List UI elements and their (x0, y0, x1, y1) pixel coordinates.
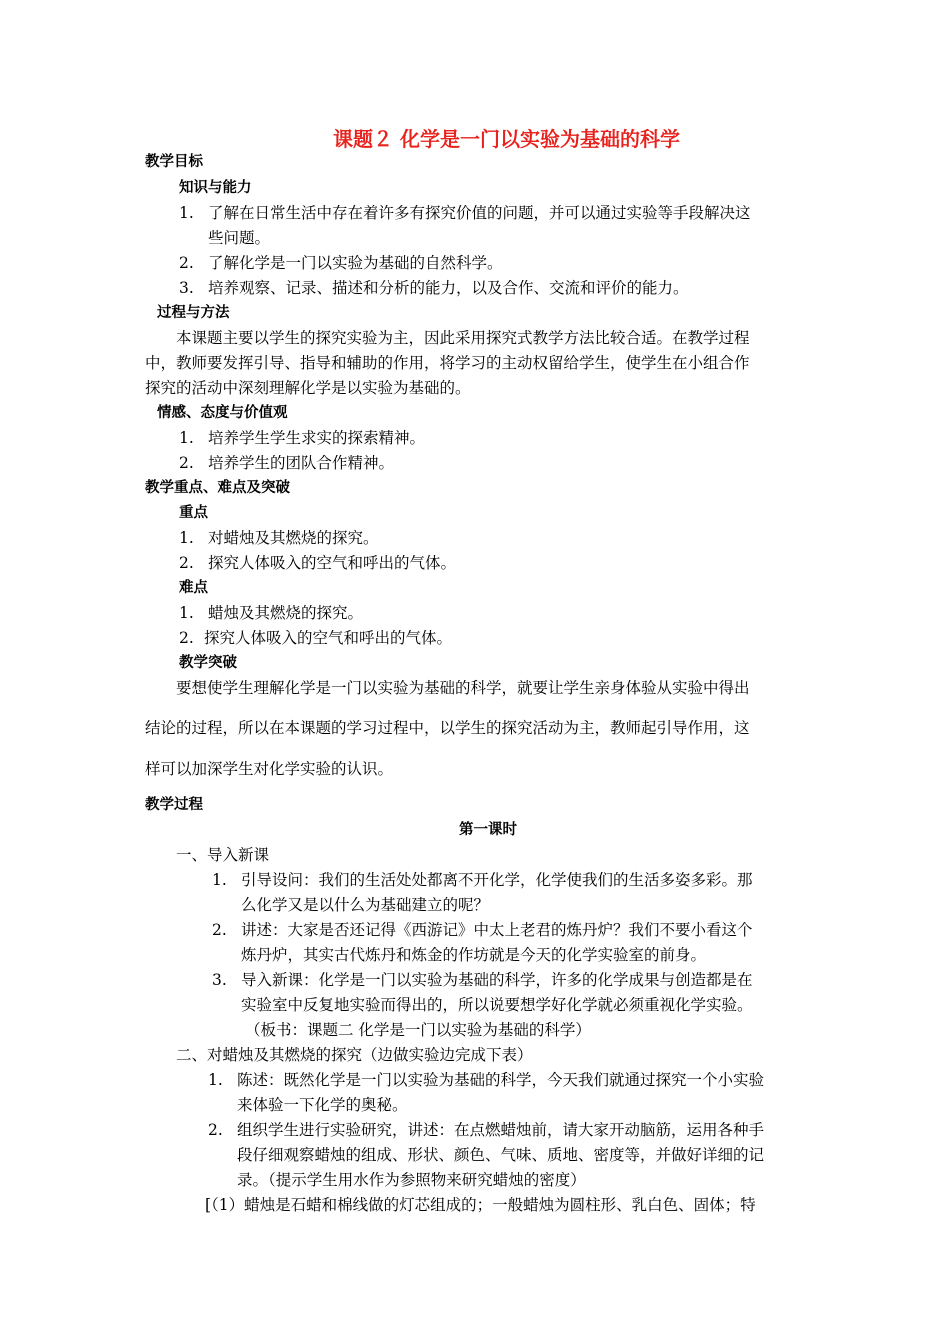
list-item-text: 培养观察、记录、描述和分析的能力，以及合作、交流和评价的能力。 (208, 279, 689, 297)
list-item-num: 1. (212, 871, 227, 889)
subheading-breakthrough: 教学突破 (179, 655, 237, 671)
part-heading: 一、导入新课 (176, 846, 270, 864)
list-item-num: 1. (179, 204, 194, 222)
list-item-text: 对蜡烛及其燃烧的探究。 (208, 529, 379, 547)
section-heading-goals: 教学目标 (145, 154, 203, 170)
list-item-text: 实验室中反复地实验而得出的，所以说要想学好化学就必须重视化学实验。 (241, 996, 753, 1014)
list-item-text: 导入新课：化学是一门以实验为基础的科学，许多的化学成果与创造都是在 (241, 971, 753, 989)
part-heading: 二、对蜡烛及其燃烧的探究（边做实验边完成下表） (176, 1046, 533, 1064)
subheading-process: 过程与方法 (157, 305, 230, 321)
note-text: [（1）蜡烛是石蜡和棉线做的灯芯组成的；一般蜡烛为圆柱形、乳白色、固体；特 (205, 1196, 756, 1214)
lesson-title: 第一课时 (459, 822, 517, 838)
list-item-text: （板书：课题二 化学是一门以实验为基础的科学） (245, 1021, 591, 1039)
list-item-text: 培养学生的团队合作精神。 (208, 454, 395, 472)
subheading-difficulty: 难点 (179, 580, 208, 596)
paragraph-line: 本课题主要以学生的探究实验为主，因此采用探究式教学方法比较合适。在教学过程 (176, 329, 750, 347)
list-item-text: 组织学生进行实验研究，讲述：在点燃蜡烛前，请大家开动脑筋，运用各种手 (237, 1121, 765, 1139)
list-item-num: 1. (179, 429, 194, 447)
list-item-num: 3. (179, 279, 194, 297)
paragraph-line: 结论的过程，所以在本课题的学习过程中，以学生的探究活动为主，教师起引导作用，这 (145, 719, 750, 737)
list-item-text: 么化学又是以什么为基础建立的呢？ (241, 896, 490, 914)
list-item-num: 2. (179, 254, 194, 272)
list-item-num: 2. (208, 1121, 223, 1139)
list-item-text: 探究人体吸入的空气和呼出的气体。 (208, 554, 457, 572)
paragraph-line: 探究的活动中深刻理解化学是以实验为基础的。 (145, 379, 471, 397)
subheading-focus: 重点 (179, 505, 208, 521)
list-item-num: 2. (179, 554, 194, 572)
section-heading-keypoints: 教学重点、难点及突破 (145, 480, 290, 496)
list-item-text: 些问题。 (208, 229, 271, 247)
list-item-text: 了解在日常生活中存在着许多有探究价值的问题，并可以通过实验等手段解决这 (208, 204, 751, 222)
page-title: 课题２ 化学是一门以实验为基础的科学 (333, 127, 680, 151)
paragraph-line: 中，教师要发挥引导、指导和辅助的作用，将学习的主动权留给学生，使学生在小组合作 (145, 354, 750, 372)
list-item-text: 培养学生学生求实的探索精神。 (208, 429, 426, 447)
section-heading-procedure: 教学过程 (145, 797, 203, 813)
list-item-num: 1. (179, 604, 194, 622)
list-item-num: 2. (179, 454, 194, 472)
paragraph-line: 要想使学生理解化学是一门以实验为基础的科学，就要让学生亲身体验从实验中得出 (176, 679, 750, 697)
list-item-num: 1. (208, 1071, 223, 1089)
subheading-knowledge: 知识与能力 (179, 180, 252, 196)
list-item-text: 蜡烛及其燃烧的探究。 (208, 604, 364, 622)
list-item-text: 炼丹炉，其实古代炼丹和炼金的作坊就是今天的化学实验室的前身。 (241, 946, 707, 964)
list-item-text: 段仔细观察蜡烛的组成、形状、颜色、气味、质地、密度等，并做好详细的记 (237, 1146, 765, 1164)
list-item-num: 1. (179, 529, 194, 547)
list-item-num: 3. (212, 971, 227, 989)
subheading-emotion: 情感、态度与价值观 (157, 405, 288, 421)
list-item-text: 来体验一下化学的奥秘。 (237, 1096, 408, 1114)
list-item-text: 讲述：大家是否还记得《西游记》中太上老君的炼丹炉？我们不要小看这个 (241, 921, 753, 939)
list-item-text: 录。（提示学生用水作为参照物来研究蜡烛的密度） (237, 1171, 586, 1189)
paragraph-line: 样可以加深学生对化学实验的认识。 (145, 760, 394, 778)
list-item-text: 了解化学是一门以实验为基础的自然科学。 (208, 254, 503, 272)
list-item-text: 陈述：既然化学是一门以实验为基础的科学，今天我们就通过探究一个小实验 (237, 1071, 765, 1089)
list-item-num: 2. (179, 629, 194, 647)
list-item-num: 2. (212, 921, 227, 939)
list-item-text: 引导设问：我们的生活处处都离不开化学，化学使我们的生活多姿多彩。那 (241, 871, 753, 889)
list-item-text: 探究人体吸入的空气和呼出的气体。 (204, 629, 453, 647)
